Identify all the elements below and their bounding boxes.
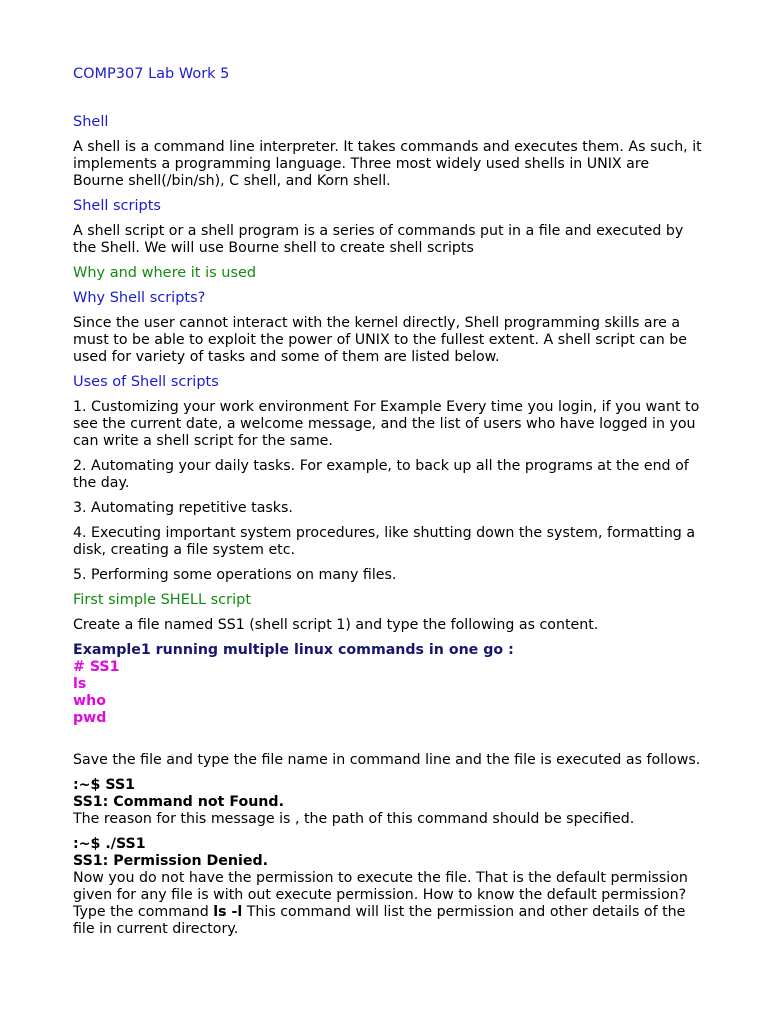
command-line-1: :~$ SS1: [73, 777, 136, 793]
code-line: ls: [73, 676, 87, 692]
heading-shell: Shell: [73, 114, 109, 130]
heading-uses: Uses of Shell scripts: [73, 374, 219, 390]
inline-command-ls: ls -l: [213, 904, 243, 920]
paragraph-create-file: Create a file named SS1 (shell script 1) and type the following as content.: [73, 617, 599, 633]
error-message-2: SS1: Permission Denied.: [73, 853, 269, 869]
list-item: 3. Automating repetitive tasks.: [73, 500, 293, 516]
error-message-1: SS1: Command not Found.: [73, 794, 284, 810]
code-line: pwd: [73, 710, 107, 726]
code-line: # SS1: [73, 659, 120, 675]
command-line-2: :~$ ./SS1: [73, 836, 146, 852]
list-item: 1. Customizing your work environment For Example Every time you login, if you want to see the current date, a welcome message, and the list of users who have logged in you can write a shell script for the same.: [73, 399, 700, 449]
heading-example1: Example1 running multiple linux commands in one go :: [73, 642, 514, 658]
heading-shell-scripts: Shell scripts: [73, 198, 161, 214]
permission-text-after: This command will list the permission and other details of the file in current directory.: [73, 904, 686, 937]
permission-text-before: Now you do not have the permission to execute the file. That is the default permission given for any file is with out execute permission. How to know the default permission? Type the command: [73, 870, 688, 920]
code-block: [73, 659, 704, 727]
code-line: who: [73, 693, 106, 709]
paragraph-shell: A shell is a command line interpreter. It takes commands and executes them. As such, it implements a programming language. Three most widely used shells in UNIX are Bourne shell(/bin/sh), C shell, and Korn shell.: [73, 139, 702, 189]
heading-first-script: First simple SHELL script: [73, 592, 252, 608]
paragraph-permission: [73, 870, 704, 938]
paragraph-why-shell-scripts: Since the user cannot interact with the kernel directly, Shell programming skills are a must to be able to exploit the power of UNIX to the fullest extent. A shell script can be used for variety of tasks and some of them are listed below.: [73, 315, 688, 365]
list-item: 2. Automating your daily tasks. For example, to back up all the programs at the end of the day.: [73, 458, 689, 491]
heading-why-shell-scripts: Why Shell scripts?: [73, 290, 206, 306]
paragraph-shell-scripts: A shell script or a shell program is a series of commands put in a file and executed by the Shell. We will use Bourne shell to create shell scripts: [73, 223, 684, 256]
page-title: COMP307 Lab Work 5: [73, 66, 230, 82]
paragraph-reason: The reason for this message is , the path of this command should be specified.: [73, 811, 635, 827]
list-item: 5. Performing some operations on many files.: [73, 567, 397, 583]
list-item: 4. Executing important system procedures, like shutting down the system, formatting a disk, creating a file system etc.: [73, 525, 696, 558]
paragraph-save-file: Save the file and type the file name in command line and the file is executed as follows.: [73, 752, 701, 768]
heading-why-where: Why and where it is used: [73, 265, 257, 281]
